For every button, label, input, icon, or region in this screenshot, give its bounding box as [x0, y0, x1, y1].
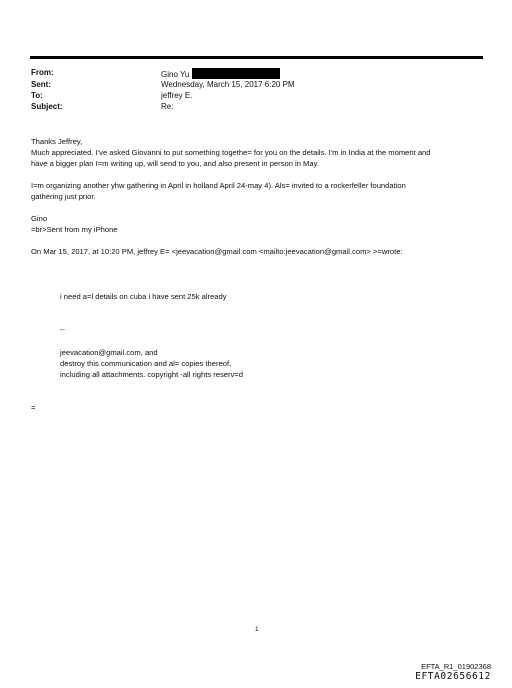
- page-number: 1: [255, 626, 259, 633]
- disclaimer-line-1: jeevacation@gmail.com, and: [60, 348, 158, 357]
- signature-device: =br>Sent from my iPhone: [31, 225, 118, 234]
- redaction-block: [192, 68, 280, 79]
- from-value: Gino Yu: [161, 70, 190, 79]
- to-label: To:: [31, 91, 43, 100]
- signature-name: Gino: [31, 214, 48, 223]
- quoted-dashes: --: [60, 325, 66, 334]
- quote-header: On Mar 15, 2017, at 10:20 PM, jeffrey E= <jeevacation@gmail.com <mailto:jeevacation@gmail.com> >=wrote:: [31, 247, 403, 256]
- body-line-1: Much appreciated. I've asked Giovanni to put something togethe= for you on the details. I'm in India at the moment and: [31, 148, 431, 157]
- body-line-4: gathering just prior.: [31, 192, 96, 201]
- subject-label: Subject:: [31, 102, 63, 111]
- disclaimer-line-2: destroy this communication and al= copies thereof,: [60, 359, 232, 368]
- from-label: From:: [31, 68, 54, 77]
- greeting: Thanks Jeffrey,: [31, 137, 83, 146]
- from-value-wrap: [161, 68, 280, 80]
- trailing-mark: =: [31, 403, 36, 412]
- bates-stamp-1: EFTA_R1_01902368: [421, 662, 491, 671]
- bates-stamp-2: EFTA02656612: [415, 671, 491, 682]
- body-line-2: have a bigger plan I=m writing up, will send to you, and also present in person in May.: [31, 159, 319, 168]
- sent-value: Wednesday, March 15, 2017 6:20 PM: [161, 80, 295, 89]
- body-line-3: I=m organizing another yhw gathering in April in holland April 24-may 4). Als= invited to a rockerfeller foundation: [31, 181, 406, 190]
- disclaimer-line-3: including all attachments. copyright -all rights reserv=d: [60, 370, 243, 379]
- subject-value: Re:: [161, 102, 174, 111]
- header-rule: [30, 56, 483, 59]
- quoted-message: i need a=l details on cuba i have sent 25k already: [60, 292, 227, 301]
- to-value: jeffrey E.: [161, 91, 193, 100]
- sent-label: Sent:: [31, 80, 51, 89]
